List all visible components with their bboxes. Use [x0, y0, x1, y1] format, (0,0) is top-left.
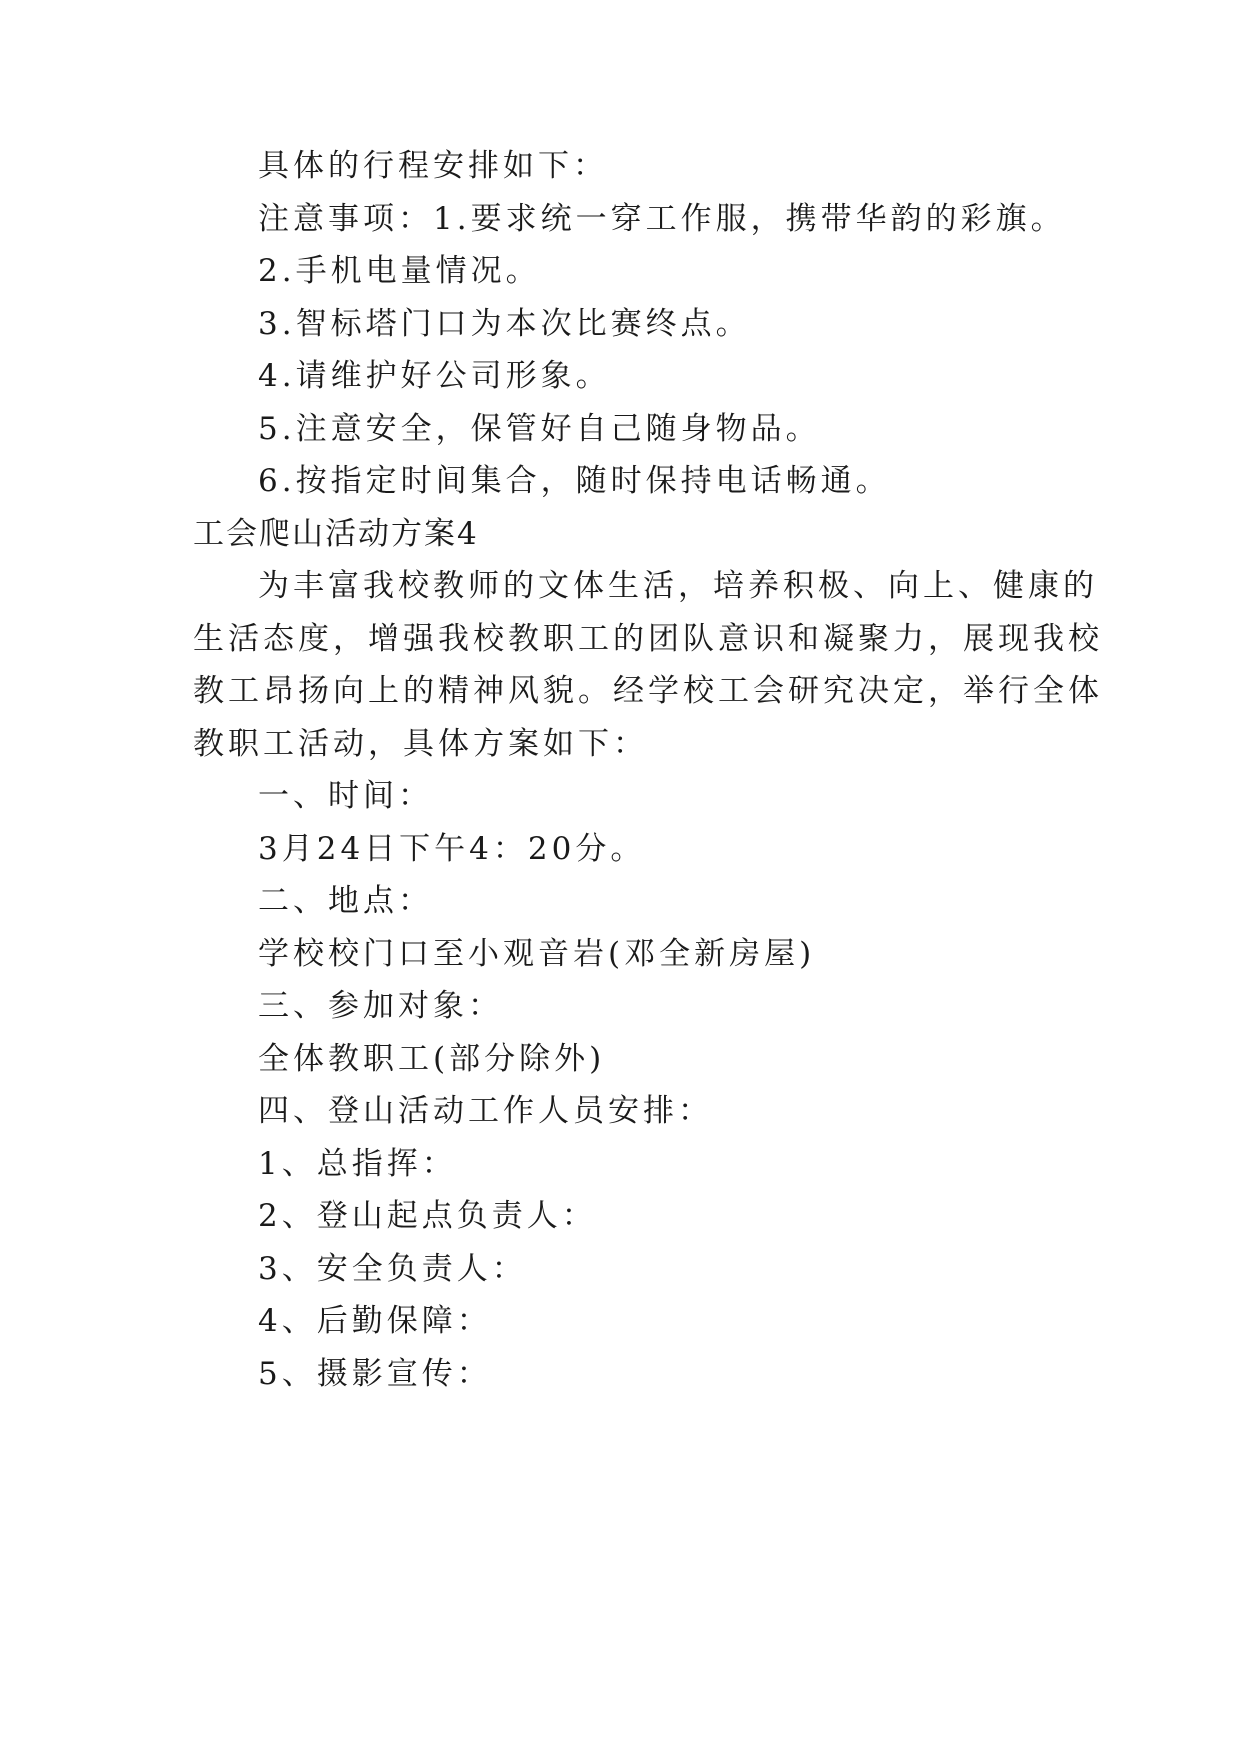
location-value: 学校校门口至小观音岩(邓全新房屋) [258, 936, 816, 972]
paragraph-line: 教工昂扬向上的精神风貌。经学校工会研究决定，举行全体 [193, 673, 1103, 709]
location-heading: 二、地点： [258, 883, 433, 919]
participants-heading: 三、参加对象： [258, 988, 503, 1024]
staff-item-2: 2、登山起点负责人： [258, 1198, 597, 1234]
notice-item-6: 6.按指定时间集合，随时保持电话畅通。 [258, 463, 891, 499]
paragraph-line: 教职工活动，具体方案如下： [193, 726, 648, 762]
time-value: 3月24日下午4：20分。 [258, 831, 646, 867]
notice-item-1: 注意事项：1.要求统一穿工作服，携带华韵的彩旗。 [258, 201, 1066, 237]
participants-value: 全体教职工(部分除外) [258, 1041, 606, 1077]
staff-item-4: 4、后勤保障： [258, 1303, 492, 1339]
notice-item-4: 4.请维护好公司形象。 [258, 358, 611, 394]
notice-item-5: 5.注意安全，保管好自己随身物品。 [258, 411, 821, 447]
itinerary-intro: 具体的行程安排如下： [258, 148, 608, 184]
paragraph-line: 生活态度，增强我校教职工的团队意识和凝聚力，展现我校 [193, 621, 1103, 657]
time-heading: 一、时间： [258, 778, 433, 814]
notice-item-3: 3.智标塔门口为本次比赛终点。 [258, 306, 751, 342]
staff-item-5: 5、摄影宣传： [258, 1356, 492, 1392]
staff-item-3: 3、安全负责人： [258, 1251, 527, 1287]
staff-heading: 四、登山活动工作人员安排： [258, 1093, 713, 1129]
section-heading: 工会爬山活动方案4 [193, 516, 479, 552]
staff-item-1: 1、总指挥： [258, 1146, 457, 1182]
notice-item-2: 2.手机电量情况。 [258, 253, 541, 289]
paragraph-line: 为丰富我校教师的文体生活，培养积极、向上、健康的 [258, 568, 1098, 604]
